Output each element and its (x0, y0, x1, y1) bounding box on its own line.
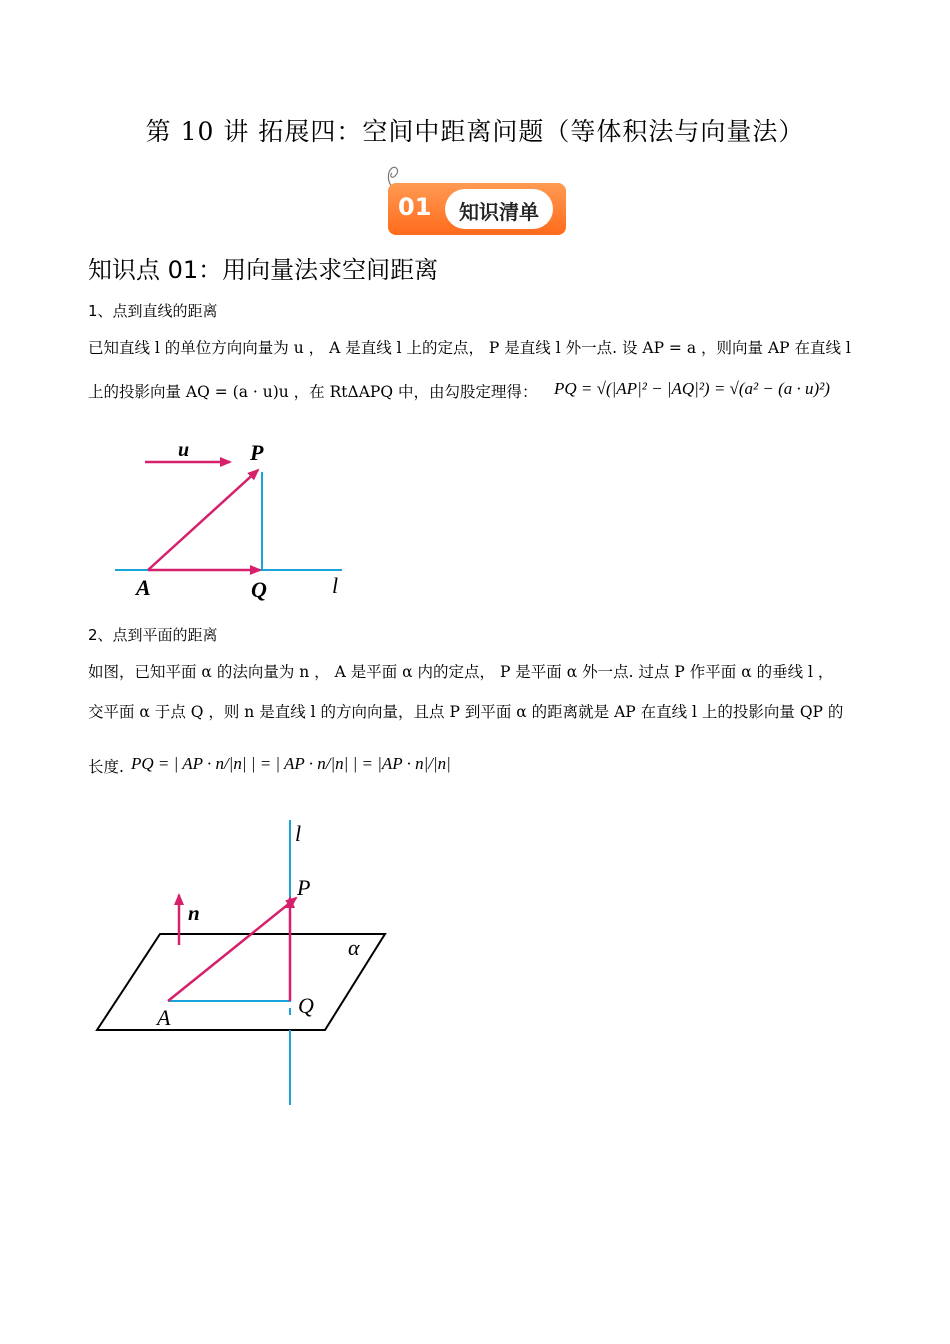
label-Q: Q (298, 993, 314, 1018)
badge-number: 01 (398, 193, 432, 221)
page-title: 第 10 讲 拓展四：空间中距离问题（等体积法与向量法） (145, 117, 805, 146)
section-title: 知识点 01：用向量法求空间距离 (88, 256, 439, 284)
label-P: P (297, 875, 311, 900)
part1-line2: 上的投影向量 AQ = (a · u)u ，在 RtΔAPQ 中，由勾股定理得： (88, 383, 538, 401)
part2-heading: 2、点到平面的距离 (88, 626, 218, 644)
label-n: n (188, 901, 200, 925)
part1-line1: 已知直线 l 的单位方向向量为 u ， A 是直线 l 上的定点， P 是直线 l 外一点. 设 AP = a ，则向量 AP 在直线 l (88, 339, 851, 357)
part2-formula: PQ = | AP · n/|n| | = | AP · n/|n| | = |AP · n|/|n| (131, 754, 451, 773)
badge-label: 知识清单 (459, 200, 539, 224)
part1-heading: 1、点到直线的距离 (88, 302, 218, 320)
part1-formula: PQ = √(|AP|² − |AQ|²) = √(a² − (a · u)²) (554, 379, 830, 398)
part2-line1: 如图，已知平面 α 的法向量为 n ， A 是平面 α 内的定点， P 是平面 α 外一点. 过点 P 作平面 α 的垂线 l ， (88, 663, 834, 681)
figure-point-to-line (110, 430, 360, 605)
label-alpha: α (348, 935, 360, 960)
label-P: P (250, 440, 264, 465)
label-A: A (136, 575, 151, 600)
part2-line2: 交平面 α 于点 Q ，则 n 是直线 l 的方向向量，且点 P 到平面 α 的距离就是 AP 在直线 l 上的投影向量 QP 的 (88, 703, 844, 721)
section-badge (388, 183, 566, 235)
label-Q: Q (251, 577, 267, 602)
label-u: u (178, 439, 190, 461)
vector-AP (148, 470, 258, 570)
label-l: l (295, 821, 302, 846)
label-l: l (332, 573, 339, 598)
part2-line3: 长度. (88, 758, 124, 776)
plane-alpha (97, 934, 385, 1030)
label-A: A (157, 1005, 171, 1030)
figure-point-to-plane (90, 815, 400, 1110)
